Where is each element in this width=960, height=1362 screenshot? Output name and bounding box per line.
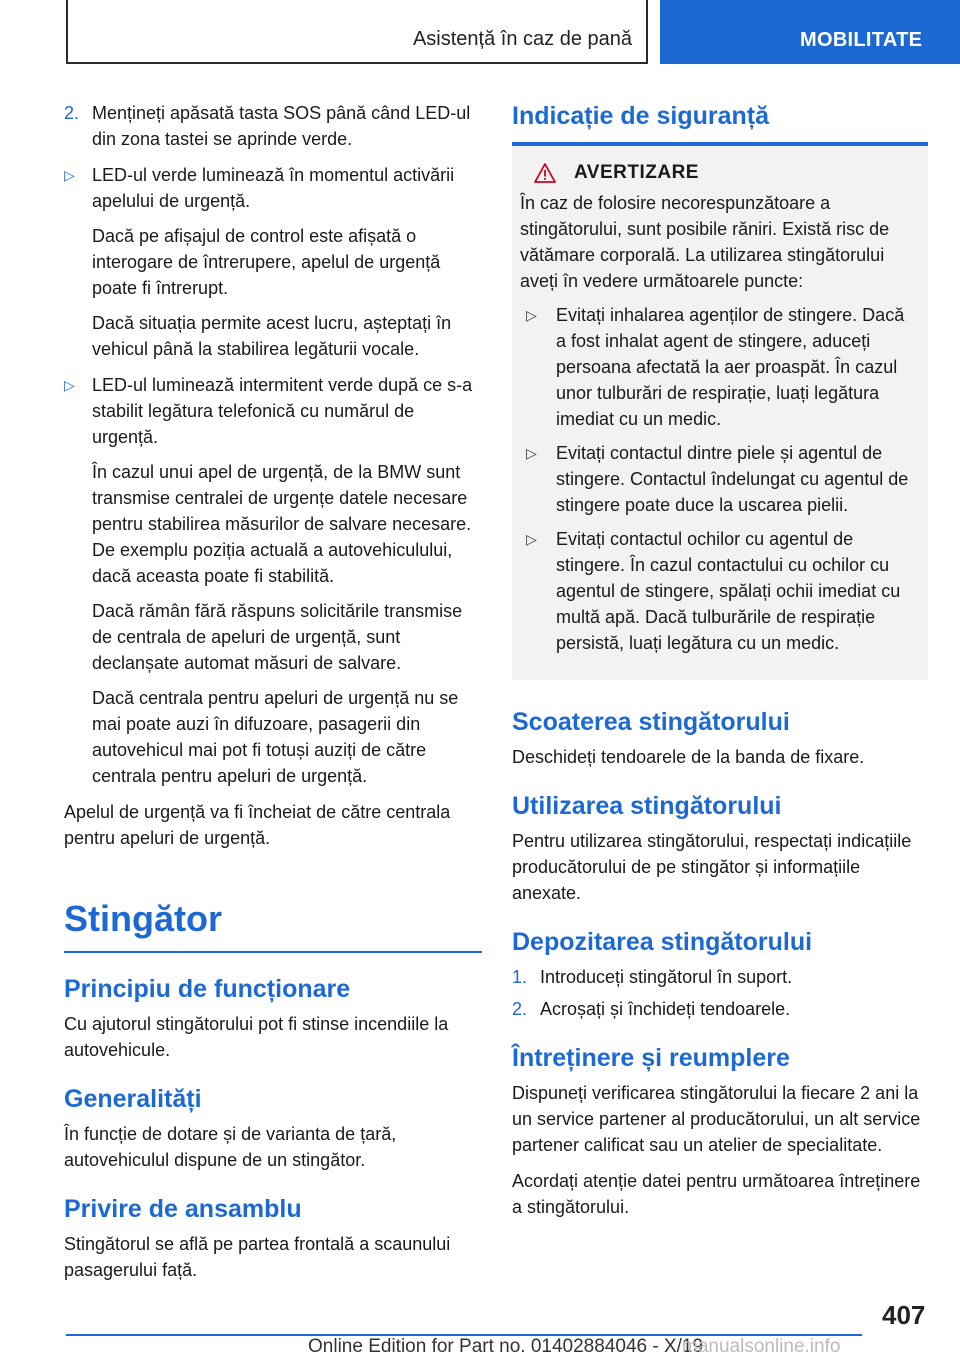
step-text: Introduceți stingătorul în suport. bbox=[540, 967, 793, 987]
step-2 bbox=[64, 100, 482, 152]
bullet-text: În cazul unui apel de urgență, de la BMW sunt transmise centralei de urgențe datele necesare pentru stabilirea măsurilor de salvare necesare. De exemplu poziția actuală a autovehiculului, dacă aceasta poate fi stabilită. bbox=[92, 462, 472, 586]
bullet-text: Dacă pe afișajul de control este afișată o interogare de întrerupere, apelul de urgență poate fi întrerupt. bbox=[92, 226, 441, 298]
remove-text: Deschideți tendoarele de la banda de fixare. bbox=[512, 747, 865, 767]
bullet-text: Dacă rămân fără răspuns solicitările transmise de centrala de apeluri de urgență, sunt declanșate automat măsuri de salvare. bbox=[92, 601, 463, 673]
bullet-item bbox=[64, 162, 482, 362]
use-text: Pentru utilizarea stingătorului, respectați indicațiile producătorului de pe stingător și informațiile anexate. bbox=[512, 831, 912, 903]
warning-text: În caz de folosire necorespunzătoare a stingătorului, sunt posibile răniri. Există risc de vătămare corporală. La utilizarea stingătorului aveți în vedere următoarele puncte: bbox=[520, 193, 890, 291]
header-section-title: Asistență în caz de pană bbox=[412, 28, 632, 50]
maintenance-text-2: Acordați atenție datei pentru următoarea întreținere a stingătorului. bbox=[512, 1171, 921, 1217]
warning-bullet-text: Evitați inhalarea agenților de stingere. Dacă a fost inhalat agent de stingere, aduceți persoana afectată la aer proaspăt. În cazul unor tulburări de respirație, luați legătura imediat cu un medic. bbox=[556, 305, 905, 429]
warning-label: AVERTIZARE bbox=[574, 162, 699, 183]
warning-header bbox=[520, 162, 914, 184]
left-column bbox=[64, 100, 482, 1283]
step-text: Mențineți apăsată tasta SOS până când LED-ul din zona tastei se aprinde verde. bbox=[92, 103, 471, 149]
triangle-bullet-icon: ▷ bbox=[526, 531, 537, 547]
bullet-text: LED-ul luminează intermitent verde după ce s-a stabilit legătura telefonică cu numărul de urgență. bbox=[92, 375, 473, 447]
warning-box bbox=[512, 146, 928, 680]
bullet-text: Dacă centrala pentru apeluri de urgență nu se mai poate auzi în difuzoare, pasagerii din autovehicul mai pot fi totuși auziți de către centrala pentru apeluri de urgență. bbox=[92, 688, 459, 786]
chapter-title: Stingător bbox=[64, 897, 482, 953]
bullet-text: LED-ul verde luminează în momentul activării apelului de urgență. bbox=[92, 165, 455, 211]
warning-bullet bbox=[526, 440, 914, 518]
heading-principle: Principiu de funcționare bbox=[64, 975, 351, 1003]
warning-bullet-text: Evitați contactul dintre piele și agentul de stingere. Contactul îndelungat cu agentul de stingere poate duce la uscarea pielii. bbox=[556, 443, 909, 515]
heading-overview: Privire de ansamblu bbox=[64, 1195, 302, 1223]
heading-general: Generalități bbox=[64, 1085, 202, 1113]
triangle-bullet-icon: ▷ bbox=[64, 377, 75, 393]
header-section-box bbox=[66, 0, 648, 64]
warning-triangle-icon bbox=[534, 163, 556, 183]
maintenance-text: Dispuneți verificarea stingătorului la fiecare 2 ani la un service partener al producătorului, un alt service partener calificat sau un atelier de specialitate. bbox=[512, 1083, 921, 1155]
overview-text: Stingătorul se află pe partea frontală a scaunului pasagerului față. bbox=[64, 1234, 451, 1280]
right-column bbox=[512, 100, 928, 1220]
end-paragraph: Apelul de urgență va fi încheiat de către centrala pentru apeluri de urgență. bbox=[64, 802, 451, 848]
step-number: 2. bbox=[64, 103, 80, 123]
heading-store: Depozitarea stingătorului bbox=[512, 928, 813, 956]
store-step-1 bbox=[512, 964, 928, 990]
triangle-bullet-icon: ▷ bbox=[526, 445, 537, 461]
general-text: În funcție de dotare și de varianta de țară, autovehiculul dispune de un stingător. bbox=[64, 1124, 397, 1170]
watermark-logo: manualsonline.info bbox=[682, 1336, 841, 1357]
step-text: Acroșați și închideți tendoarele. bbox=[540, 999, 791, 1019]
header-chapter-label: MOBILITATE bbox=[800, 29, 923, 51]
warning-bullet bbox=[526, 302, 914, 432]
bullet-text: Dacă situația permite acest lucru, așteptați în vehicul până la stabilirea legăturii vocale. bbox=[92, 313, 452, 359]
warning-bullets bbox=[520, 302, 914, 656]
heading-safety: Indicație de siguranță bbox=[512, 100, 928, 146]
step-number: 2. bbox=[512, 999, 528, 1019]
triangle-bullet-icon: ▷ bbox=[526, 307, 537, 323]
principle-text: Cu ajutorul stingătorului pot fi stinse incendiile la autovehicule. bbox=[64, 1014, 449, 1060]
warning-bullet-text: Evitați contactul ochilor cu agentul de stingere. În cazul contactului cu ochilor cu agentul de stingere, spălați ochii imediat cu multă apă. Dacă tulburările de respirație persistă, luați legătura cu un medic. bbox=[556, 529, 901, 653]
heading-maintenance: Întreținere și reumplere bbox=[512, 1044, 790, 1072]
heading-use: Utilizarea stingătorului bbox=[512, 792, 782, 820]
header-chapter-tab[interactable] bbox=[660, 0, 960, 64]
store-step-2 bbox=[512, 996, 928, 1022]
footer-edition: Online Edition for Part no. 01402884046 - X/19 bbox=[308, 1336, 704, 1357]
heading-remove: Scoaterea stingătorului bbox=[512, 708, 790, 736]
triangle-bullet-icon: ▷ bbox=[64, 167, 75, 183]
step-number: 1. bbox=[512, 967, 528, 987]
warning-bullet bbox=[526, 526, 914, 656]
bullet-item bbox=[64, 372, 482, 789]
page-number: 407 bbox=[882, 1300, 926, 1330]
